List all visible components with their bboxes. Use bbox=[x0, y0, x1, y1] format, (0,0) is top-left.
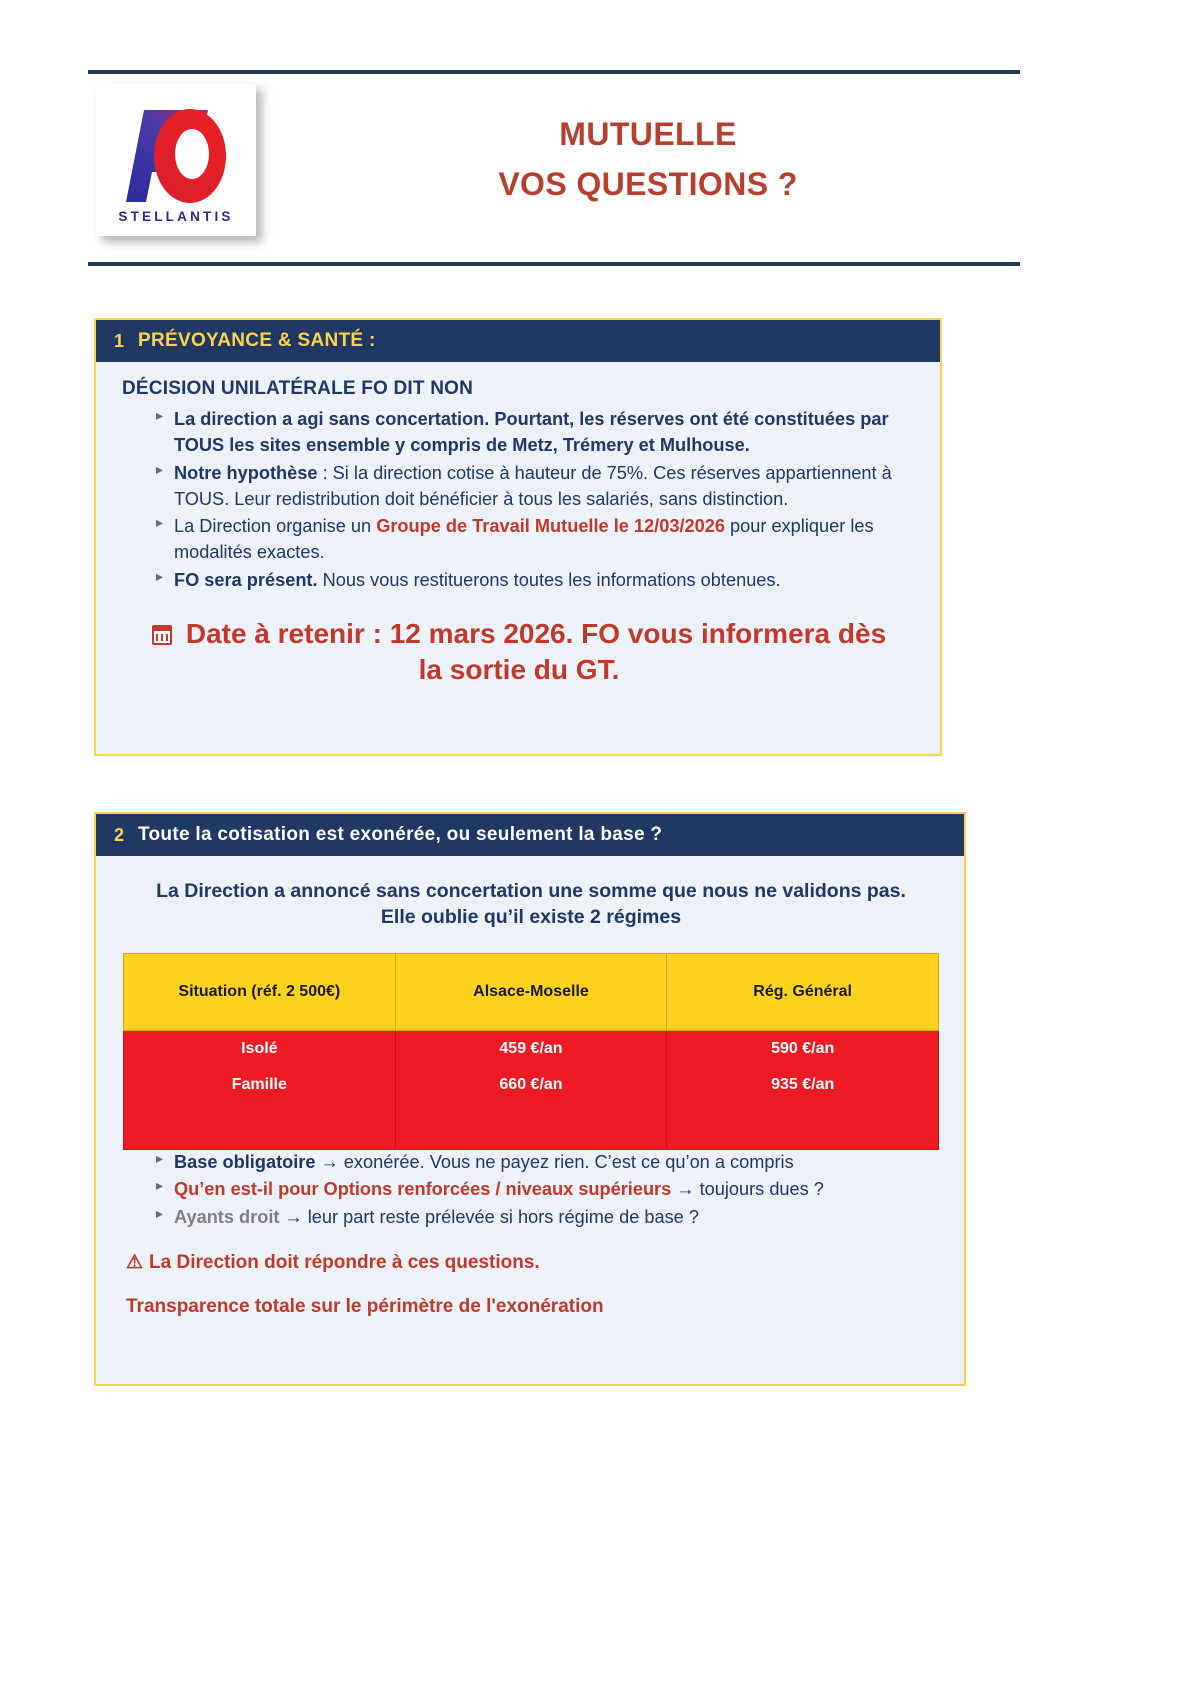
bullet4-lead: FO sera présent. bbox=[174, 570, 318, 591]
s2-bullet1-arrow: → bbox=[315, 1151, 344, 1172]
table-header-regime-general: Rég. Général bbox=[667, 953, 939, 1030]
cell-spacer-3 bbox=[667, 1103, 939, 1150]
list-item bbox=[156, 461, 916, 513]
bullet1-lead: La direction a agi sans concertation. Pourtant, les réserves ont été constituées par TOUS les sites ensemble y compris de Metz, Trémery et Mulhouse. bbox=[174, 409, 889, 455]
bullet3-rest: pour expliquer les modalités exactes. bbox=[174, 516, 874, 563]
section2-header-band bbox=[96, 814, 964, 856]
title-line-1: MUTUELLE bbox=[559, 116, 737, 152]
title-line-2: VOS QUESTIONS ? bbox=[498, 165, 798, 202]
section1-body bbox=[96, 362, 940, 705]
rates-table bbox=[123, 953, 939, 1150]
cell-alsace-isole: 459 €/an bbox=[395, 1030, 667, 1067]
cell-general-famille: 935 €/an bbox=[667, 1067, 939, 1103]
table-header-alsace-moselle: Alsace-Moselle bbox=[395, 953, 667, 1030]
section2-bullet-list bbox=[122, 1150, 940, 1232]
cell-situation-isole: Isolé bbox=[124, 1030, 396, 1067]
section1-title: PRÉVOYANCE & SANTÉ : bbox=[138, 330, 376, 351]
list-item bbox=[156, 514, 916, 566]
s2-bullet1-lead: Base obligatoire bbox=[174, 1151, 316, 1172]
s2-bullet2-arrow: → bbox=[671, 1179, 700, 1200]
table-header-row bbox=[124, 953, 939, 1030]
section2-number: 2 bbox=[114, 824, 125, 845]
bullet2-rest: : Si la direction cotise à hauteur de 75%. Ces réserves appartiennent à TOUS. Leur redistribution doit bénéficier à tous les salariés, sans distinction. bbox=[174, 462, 892, 509]
warning-text: La Direction doit répondre à ces questions. bbox=[149, 1252, 540, 1274]
section1-callout bbox=[122, 616, 916, 689]
section2-intro: La Direction a annoncé sans concertation une somme que nous ne validons pas. Elle oublie qu’il existe 2 régimes bbox=[156, 880, 906, 929]
list-item bbox=[156, 568, 916, 594]
bullet3-pre: La Direction organise un bbox=[174, 516, 377, 537]
section2-body bbox=[96, 856, 964, 1334]
s2-bullet3-arrow: → bbox=[279, 1207, 308, 1228]
s2-bullet2-rest: toujours dues ? bbox=[699, 1179, 824, 1200]
section2-final-statement: Transparence totale sur le périmètre de l'exonération bbox=[126, 1296, 604, 1318]
section-prevoyance-sante bbox=[94, 318, 942, 756]
logo-subtitle: STELLANTIS bbox=[118, 209, 234, 224]
cell-spacer-1 bbox=[124, 1103, 396, 1150]
document-header bbox=[88, 70, 1020, 270]
fo-stellantis-logo bbox=[96, 84, 256, 236]
header-rule-top bbox=[88, 70, 1020, 74]
list-item bbox=[156, 407, 916, 459]
list-item bbox=[156, 1177, 940, 1203]
callout-text: Date à retenir : 12 mars 2026. FO vous informera dès la sortie du GT. bbox=[185, 617, 887, 686]
bullet3-lead: Groupe de Travail Mutuelle le 12/03/2026 bbox=[376, 516, 725, 537]
s2-bullet1-rest: exonérée. Vous ne payez rien. C’est ce qu’on a compris bbox=[343, 1151, 794, 1172]
header-rule-bottom bbox=[88, 262, 1020, 266]
cell-situation-famille: Famille bbox=[124, 1067, 396, 1103]
section2-title: Toute la cotisation est exonérée, ou seulement la base ? bbox=[138, 824, 663, 845]
calendar-icon bbox=[152, 625, 172, 645]
table-row-spacer bbox=[124, 1103, 939, 1150]
cell-spacer-2 bbox=[395, 1103, 667, 1150]
table-header-situation: Situation (réf. 2 500€) bbox=[124, 953, 396, 1030]
section2-warning bbox=[122, 1251, 940, 1274]
bullet4-rest: Nous vous restituerons toutes les informations obtenues. bbox=[317, 570, 781, 591]
page-title bbox=[288, 110, 1008, 209]
section1-bullet-list bbox=[122, 407, 916, 594]
table-row bbox=[124, 1030, 939, 1067]
section1-number: 1 bbox=[114, 330, 125, 351]
table-row bbox=[124, 1067, 939, 1103]
list-item bbox=[156, 1150, 940, 1176]
s2-bullet3-lead: Ayants droit bbox=[174, 1207, 280, 1228]
cell-general-isole: 590 €/an bbox=[667, 1030, 939, 1067]
section-cotisation-exoneree bbox=[94, 812, 966, 1386]
cell-alsace-famille: 660 €/an bbox=[395, 1067, 667, 1103]
s2-bullet2-lead: Qu’en est-il pour Options renforcées / niveaux supérieurs bbox=[174, 1179, 672, 1200]
section1-subheading: DÉCISION UNILATÉRALE FO DIT NON bbox=[122, 378, 474, 399]
list-item bbox=[156, 1205, 940, 1231]
s2-bullet3-rest: leur part reste prélevée si hors régime de base ? bbox=[307, 1207, 699, 1228]
warning-triangle-icon: ⚠ bbox=[126, 1252, 144, 1274]
bullet2-lead: Notre hypothèse bbox=[174, 462, 318, 483]
section1-header-band bbox=[96, 320, 940, 362]
